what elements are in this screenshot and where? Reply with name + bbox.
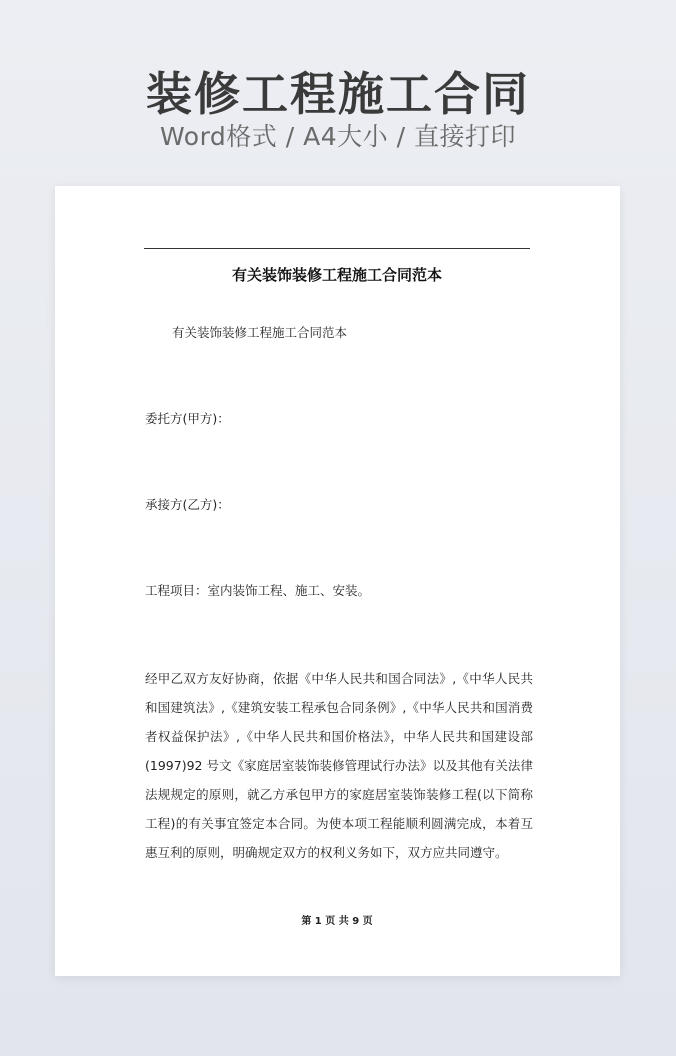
banner-title: 装修工程施工合同 [146, 67, 530, 121]
banner-subtitle: Word格式 / A4大小 / 直接打印 [160, 122, 516, 151]
page-number: 第 1 页 共 9 页 [301, 916, 373, 927]
document-title: 有关装饰装修工程施工合同范本 [231, 266, 442, 284]
client-label: 委托方(甲方)： [145, 411, 230, 426]
document-page [55, 186, 620, 976]
contractor-label: 承接方(乙方)： [145, 497, 230, 512]
header-rule [144, 248, 530, 249]
contract-body-paragraph: 经甲乙双方友好协商，依据《中华人民共和国合同法》,《中华人民共和国建筑法》,《建筑安装工程承包合同条例》,《中华人民共和国消费者权益保护法》,《中华人民共和国价格法》，中华人民共和国建设部(1997)92 号文《家庭居室装饰装修管理试行办法》以及其他有关法律法规规定的原则，就乙方承包甲方的家庭居室装饰装修工程(以下简称工程)的有关事宜签定本合同。为使本项工程能顺利圆满完成，本着互惠互利的原则，明确规定双方的权利义务如下，双方应共同遵守。 [145, 671, 533, 860]
document-subheading: 有关装饰装修工程施工合同范本 [172, 325, 348, 340]
project-label: 工程项目：室内装饰工程、施工、安装。 [145, 583, 371, 598]
